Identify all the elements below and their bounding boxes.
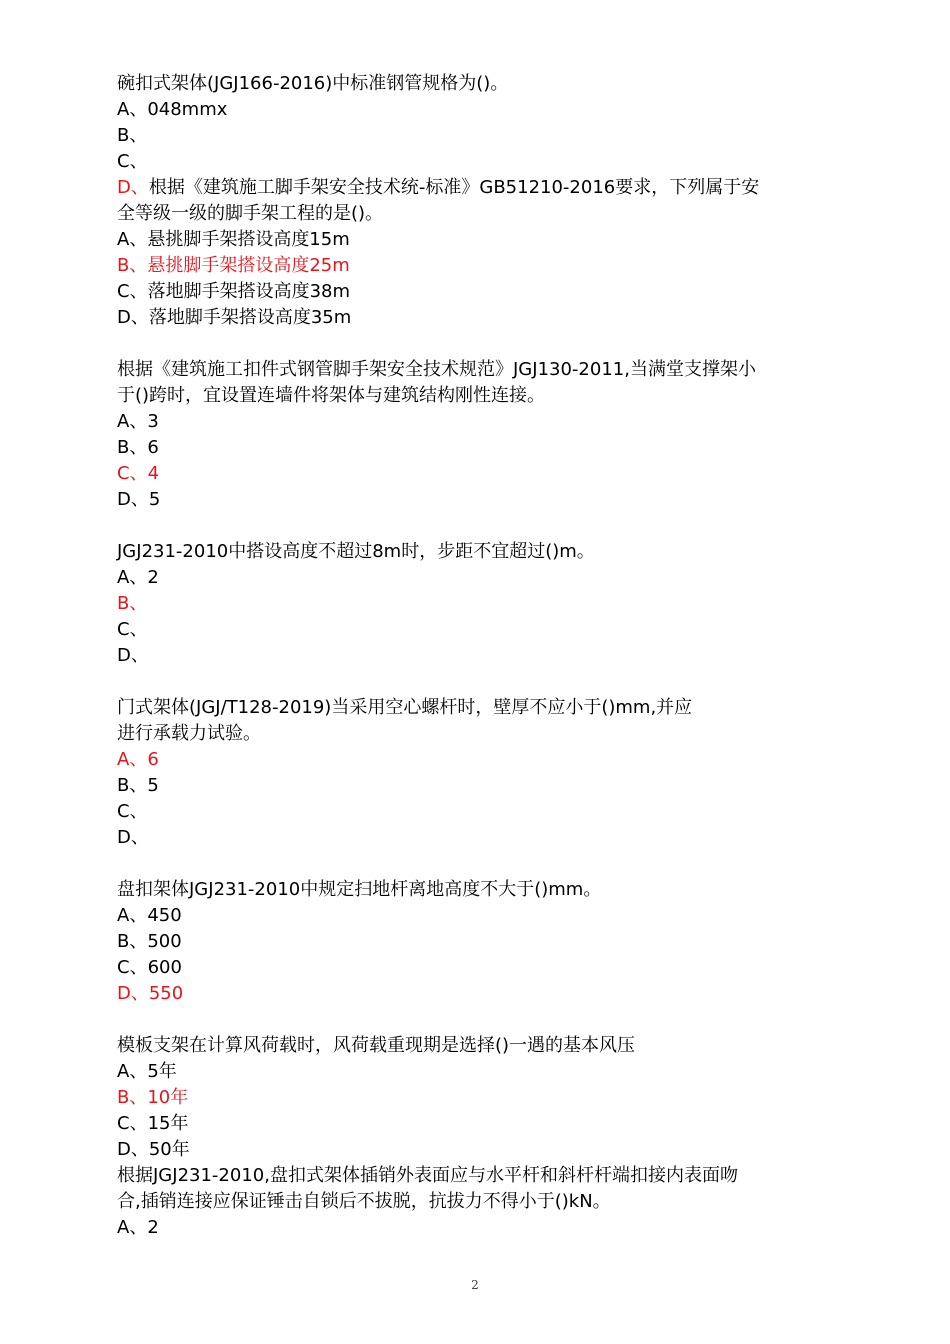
- text-line: A、048mmx: [117, 99, 228, 120]
- text-line: B、10年: [117, 1087, 189, 1108]
- text-line: B、: [117, 593, 148, 614]
- text-line: C、: [117, 801, 148, 822]
- text-line: 根据JGJ231-2010,盘扣式架体插销外表面应与水平杆和斜杆杆端扣接内表面吻: [117, 1165, 738, 1186]
- text-line: B、5: [117, 775, 159, 796]
- text-line: A、3: [117, 411, 159, 432]
- text-line: C、15年: [117, 1113, 189, 1134]
- text-line: 合,插销连接应保证锤击自锁后不拔脱，抗拔力不得小于()kN。: [117, 1191, 611, 1212]
- text-line: C、: [117, 151, 148, 172]
- text-line: D、: [117, 827, 149, 848]
- text-line: 进行承载力试验。: [117, 723, 261, 744]
- text-line: 碗扣式架体(JGJ166-2016)中标准钢管规格为()。: [117, 73, 509, 94]
- text-line: D、落地脚手架搭设高度35m: [117, 307, 352, 328]
- text-line: C、落地脚手架搭设高度38m: [117, 281, 351, 302]
- text-line: B、: [117, 125, 148, 146]
- text-line: B、500: [117, 931, 182, 952]
- text-line: D、50年: [117, 1139, 190, 1160]
- text-line: B、悬挑脚手架搭设高度25m: [117, 255, 350, 276]
- text-line: A、450: [117, 905, 182, 926]
- answer-marker: D、: [117, 177, 149, 198]
- text-line: D、550: [117, 983, 184, 1004]
- text-line: [117, 177, 759, 199]
- text-line: C、: [117, 619, 148, 640]
- text-line: A、2: [117, 1217, 159, 1238]
- text-line: 门式架体(JGJ/T128-2019)当采用空心螺杆时，壁厚不应小于()mm,并应: [117, 697, 693, 718]
- text-line: D、5: [117, 489, 161, 510]
- text-line: A、悬挑脚手架搭设高度15m: [117, 229, 350, 250]
- text-line: 全等级一级的脚手架工程的是()。: [117, 203, 384, 224]
- text-line: C、4: [117, 463, 160, 484]
- question-text: 根据《建筑施工脚手架安全技术统-标准》GB51210-2016要求，下列属于安: [148, 177, 760, 198]
- text-line: A、5年: [117, 1061, 177, 1082]
- text-line: A、6: [117, 749, 159, 770]
- text-line: 于()跨时，宜设置连墙件将架体与建筑结构刚性连接。: [117, 385, 546, 406]
- text-line: C、600: [117, 957, 182, 978]
- text-line: 根据《建筑施工扣件式钢管脚手架安全技术规范》JGJ130-2011,当满堂支撑架小: [117, 359, 756, 380]
- text-line: 模板支架在计算风荷载时，风荷载重现期是选择()一遇的基本风压: [117, 1035, 636, 1056]
- text-line: B、6: [117, 437, 159, 458]
- text-line: JGJ231-2010中搭设高度不超过8m时，步距不宜超过()m。: [117, 541, 595, 562]
- text-line: A、2: [117, 567, 159, 588]
- text-line: D、: [117, 645, 149, 666]
- text-line: 盘扣架体JGJ231-2010中规定扫地杆离地高度不大于()mm。: [117, 879, 602, 900]
- page-number: 2: [471, 1278, 479, 1292]
